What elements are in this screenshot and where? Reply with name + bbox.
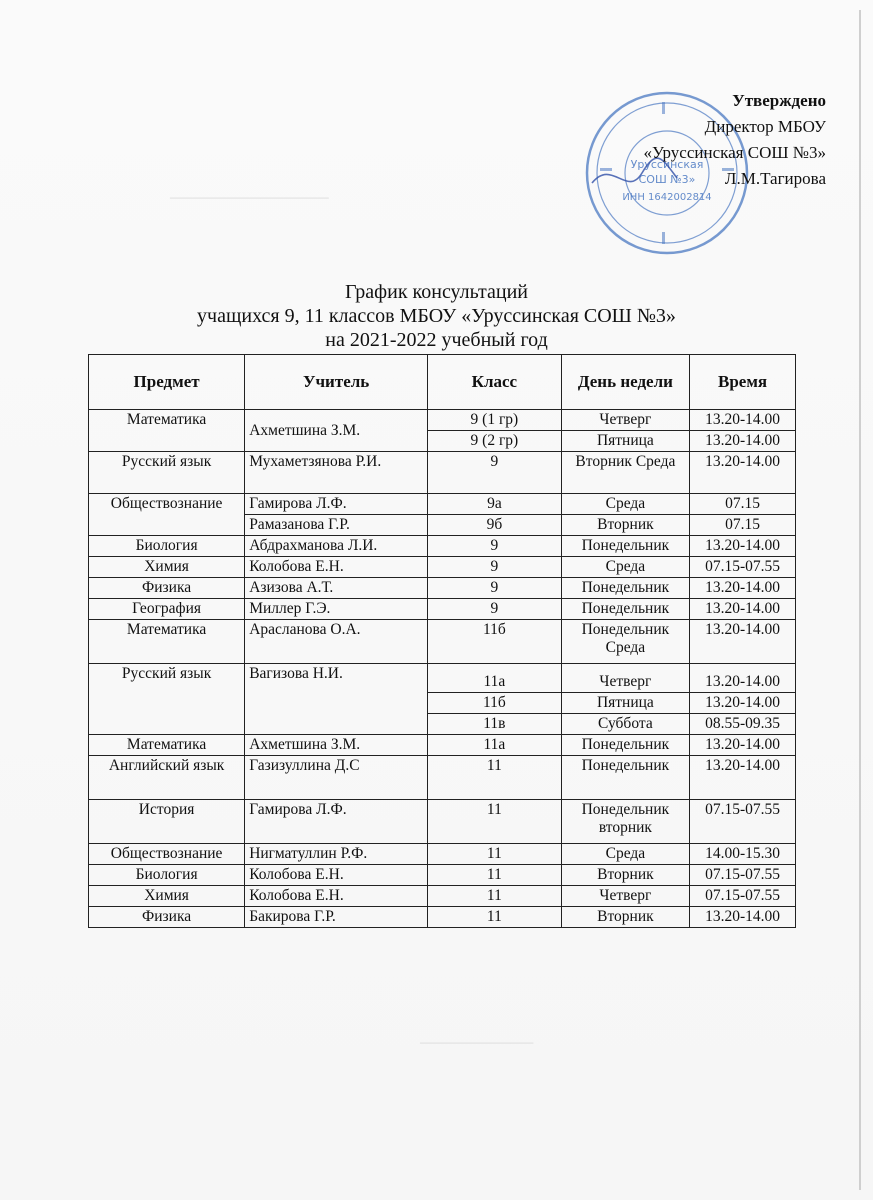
cell-teacher: Газизуллина Д.С: [245, 756, 428, 800]
cell-teacher: Колобова Е.Н.: [245, 865, 428, 886]
approval-school: «Уруссинская СОШ №3»: [643, 143, 826, 162]
cell-time: 07.15-07.55: [690, 865, 796, 886]
cell-subject: Русский язык: [89, 452, 245, 494]
cell-day: Четверг: [561, 664, 689, 693]
bleed-through: ──────────────: [170, 190, 329, 207]
table-row: [89, 735, 796, 756]
cell-class: 11: [428, 800, 562, 844]
cell-time: 07.15-07.55: [690, 557, 796, 578]
approval-heading: Утверждено: [732, 91, 826, 110]
cell-class: 11а: [428, 735, 562, 756]
cell-subject: Химия: [89, 557, 245, 578]
cell-teacher: Миллер Г.Э.: [245, 599, 428, 620]
cell-teacher: Нигматуллин Р.Ф.: [245, 844, 428, 865]
table-row: [89, 844, 796, 865]
table-row: [89, 494, 796, 515]
cell-class: 11: [428, 886, 562, 907]
cell-class: 11: [428, 865, 562, 886]
page-edge: [859, 10, 861, 1190]
table-row: [89, 800, 796, 844]
cell-time: 13.20-14.00: [690, 578, 796, 599]
cell-subject: История: [89, 800, 245, 844]
cell-class: 11б: [428, 693, 562, 714]
cell-day: Понедельник: [561, 735, 689, 756]
header-time: Время: [690, 355, 796, 410]
cell-teacher: Гамирова Л.Ф.: [245, 494, 428, 515]
cell-time: 14.00-15.30: [690, 844, 796, 865]
cell-day: Понедельник: [561, 536, 689, 557]
cell-teacher: Ахметшина З.М.: [245, 735, 428, 756]
table-row: [89, 578, 796, 599]
header-day: День недели: [561, 355, 689, 410]
cell-subject: Русский язык: [89, 664, 245, 735]
title-line-1: График консультаций: [344, 281, 528, 303]
title-line-3: на 2021-2022 учебный год: [325, 329, 548, 351]
cell-time: 13.20-14.00: [690, 664, 796, 693]
svg-text:ИНН 1642002814: ИНН 1642002814: [622, 192, 712, 203]
document-title: [0, 280, 873, 352]
cell-class: 9 (1 гр): [428, 410, 562, 431]
table-header-row: [89, 355, 796, 410]
cell-day: Среда: [561, 844, 689, 865]
cell-teacher: Гамирова Л.Ф.: [245, 800, 428, 844]
cell-day: Вторник Среда: [561, 452, 689, 494]
cell-teacher: Арасланова О.А.: [245, 620, 428, 664]
table-row: [89, 410, 796, 431]
table-row: [89, 886, 796, 907]
table-row: [89, 620, 796, 664]
svg-text:СОШ №3»: СОШ №3»: [638, 173, 696, 186]
cell-teacher: Колобова Е.Н.: [245, 557, 428, 578]
cell-day: Среда: [561, 557, 689, 578]
header-teacher: Учитель: [245, 355, 428, 410]
cell-time: 13.20-14.00: [690, 907, 796, 928]
cell-time: 13.20-14.00: [690, 620, 796, 664]
cell-time: 13.20-14.00: [690, 452, 796, 494]
cell-day: Понедельник Среда: [561, 620, 689, 664]
cell-day: Среда: [561, 494, 689, 515]
cell-day: Пятница: [561, 431, 689, 452]
cell-time: 13.20-14.00: [690, 599, 796, 620]
cell-subject: Химия: [89, 886, 245, 907]
cell-subject: Английский язык: [89, 756, 245, 800]
cell-class: 9 (2 гр): [428, 431, 562, 452]
approval-position: Директор МБОУ: [704, 117, 826, 136]
cell-subject: Физика: [89, 578, 245, 599]
cell-teacher: Рамазанова Г.Р.: [245, 515, 428, 536]
cell-teacher: Ахметшина З.М.: [245, 410, 428, 452]
cell-time: 13.20-14.00: [690, 756, 796, 800]
table-row: [89, 599, 796, 620]
cell-class: 11в: [428, 714, 562, 735]
cell-teacher: Бакирова Г.Р.: [245, 907, 428, 928]
cell-class: 9: [428, 578, 562, 599]
cell-time: 13.20-14.00: [690, 431, 796, 452]
cell-day: Вторник: [561, 515, 689, 536]
cell-time: 13.20-14.00: [690, 693, 796, 714]
cell-class: 9а: [428, 494, 562, 515]
cell-day: Вторник: [561, 907, 689, 928]
cell-class: 11а: [428, 664, 562, 693]
cell-time: 07.15: [690, 494, 796, 515]
cell-class: 11: [428, 844, 562, 865]
cell-time: 13.20-14.00: [690, 410, 796, 431]
cell-subject: Математика: [89, 735, 245, 756]
cell-subject: Математика: [89, 620, 245, 664]
bleed-through: ──────────: [420, 1035, 534, 1052]
cell-class: 11: [428, 907, 562, 928]
title-line-2: учащихся 9, 11 классов МБОУ «Уруссинская СОШ №3»: [197, 305, 676, 327]
svg-text:Уруссинская: Уруссинская: [630, 158, 704, 171]
cell-subject: Биология: [89, 536, 245, 557]
cell-day: Понедельник вторник: [561, 800, 689, 844]
cell-day: Понедельник: [561, 756, 689, 800]
cell-day: Пятница: [561, 693, 689, 714]
cell-class: 11б: [428, 620, 562, 664]
cell-teacher: Вагизова Н.И.: [245, 664, 428, 735]
cell-time: 07.15: [690, 515, 796, 536]
cell-time: 07.15-07.55: [690, 800, 796, 844]
cell-teacher: Мухаметзянова Р.И.: [245, 452, 428, 494]
cell-subject: Физика: [89, 907, 245, 928]
cell-teacher: Азизова А.Т.: [245, 578, 428, 599]
cell-day: Понедельник: [561, 599, 689, 620]
header-subject: Предмет: [89, 355, 245, 410]
table-row: [89, 452, 796, 494]
table-row: [89, 664, 796, 693]
table-row: [89, 536, 796, 557]
cell-subject: Обществознание: [89, 844, 245, 865]
cell-time: 13.20-14.00: [690, 536, 796, 557]
cell-class: 11: [428, 756, 562, 800]
cell-teacher: Колобова Е.Н.: [245, 886, 428, 907]
table-row: [89, 907, 796, 928]
cell-time: 08.55-09.35: [690, 714, 796, 735]
cell-day: Суббота: [561, 714, 689, 735]
cell-teacher: Абдрахманова Л.И.: [245, 536, 428, 557]
cell-class: 9: [428, 557, 562, 578]
cell-class: 9б: [428, 515, 562, 536]
approval-block: [643, 88, 826, 192]
approval-signatory: Л.М.Тагирова: [724, 169, 826, 188]
table-row: [89, 756, 796, 800]
table-row: [89, 865, 796, 886]
cell-subject: Обществознание: [89, 494, 245, 536]
cell-day: Четверг: [561, 410, 689, 431]
cell-class: 9: [428, 536, 562, 557]
consultation-schedule-table: [88, 354, 796, 928]
cell-class: 9: [428, 452, 562, 494]
cell-subject: География: [89, 599, 245, 620]
table-row: [89, 557, 796, 578]
cell-subject: Математика: [89, 410, 245, 452]
cell-time: 07.15-07.55: [690, 886, 796, 907]
cell-day: Понедельник: [561, 578, 689, 599]
cell-day: Вторник: [561, 865, 689, 886]
header-class: Класс: [428, 355, 562, 410]
cell-time: 13.20-14.00: [690, 735, 796, 756]
cell-day: Четверг: [561, 886, 689, 907]
cell-class: 9: [428, 599, 562, 620]
cell-subject: Биология: [89, 865, 245, 886]
